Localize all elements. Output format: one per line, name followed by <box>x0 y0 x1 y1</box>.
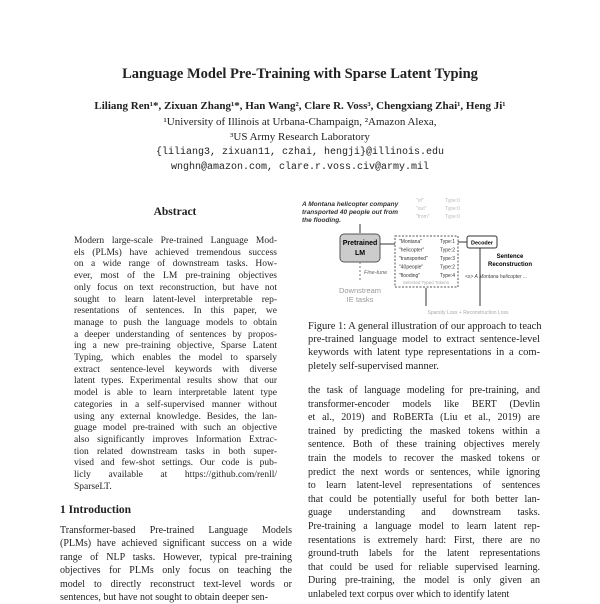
text-line: sentence. Both of these training objectives merely <box>308 439 540 451</box>
text-line: objectives for PLMs only focus on teaching the <box>60 565 292 577</box>
token-label: "of" <box>416 198 424 204</box>
token-label: Type:0 <box>444 198 460 204</box>
text-line: extract sentence-level keywords with diverse <box>74 364 277 375</box>
token-label: "helicopter" <box>399 247 425 254</box>
text-line: keywords with latent type representations in a com- <box>308 347 540 359</box>
figure-1 <box>300 196 540 318</box>
text-line: guage understanding and downstream tasks. <box>308 507 540 519</box>
text-line: Pre-training a language model to learn latent rep- <box>308 520 540 532</box>
text-line: et al., 2019) and RoBERTa (Liu et al., 2019) are <box>308 412 540 424</box>
text-line: SparseLT. <box>74 481 112 492</box>
text-line: pre-trained language model to extract sentence-level <box>308 334 540 346</box>
text-line: Figure 1: A general illustration of our approach to teach <box>308 321 542 332</box>
token-label: "transported" <box>399 256 428 262</box>
text-line: that could be potentially useful for both better lan- <box>308 493 540 505</box>
text-line: range of NLP tasks. However, typical pre-training <box>60 551 292 563</box>
recon-label: Sentence <box>496 254 524 260</box>
text-line: Typing, which enables the model to sparsely <box>74 353 277 364</box>
token-label: "out" <box>416 206 427 212</box>
body-text <box>308 384 540 602</box>
token-label: Type:2 <box>439 247 455 254</box>
text-line: transformer-encoder models like BERT (Devlin <box>308 398 540 410</box>
text-line: During pre-training, the model is only given an <box>308 575 540 587</box>
text-line: tion related downstream tasks in both super- <box>74 446 277 457</box>
text-line: els (PLMs) have achieved tremendous success <box>74 247 277 258</box>
text-line: resentations of sentences. In this paper, we <box>74 306 277 317</box>
email: {liliang3, zixuan11, czhai, hengji}@illinois.edu <box>155 147 445 158</box>
token-label: "flooding" <box>399 273 421 279</box>
affiliation: ¹University of Illinois at Urbana-Champaign, ²Amazon Alexa, <box>163 116 437 128</box>
figure-input-text: A Montana helicopter company <box>302 201 399 208</box>
text-line: that could be used for reliable supervised learning. <box>308 561 540 573</box>
token-label: Type:4 <box>439 273 455 279</box>
loss-label: Sparsity Loss + Reconstruction Loss <box>427 310 509 316</box>
text-line: model to directly reconstruct text-level words or <box>60 578 292 590</box>
token-label: "40people" <box>399 264 424 271</box>
text-line: Modern large-scale Pre-trained Language Mod- <box>74 236 277 246</box>
text-line: on a wide range of downstream tasks. How- <box>74 259 277 270</box>
abstract-text <box>74 236 277 493</box>
text-line: model is able to learn interpretable latent type <box>74 388 277 399</box>
figure-caption <box>308 320 540 373</box>
figure-input-text: the flooding. <box>302 217 341 224</box>
text-line: ing a new pre-training objective, Sparse Latent <box>74 341 277 352</box>
intro-text <box>60 524 292 604</box>
token-label: "from" <box>416 214 430 220</box>
text-line: vised and few-shot settings. Our code is pub- <box>74 458 277 469</box>
text-line: train the models to recover the masked tokens or <box>308 452 540 464</box>
text-line: trained by predicting the masked tokens within a <box>308 425 540 437</box>
text-line: resentations is extremely hard: First, there are no <box>308 534 540 546</box>
text-line: Transformer-based Pre-trained Language Models <box>60 525 292 536</box>
plm-box <box>340 234 380 262</box>
recon-label: Reconstruction <box>487 262 533 268</box>
plm-label: Pretrained <box>342 240 378 247</box>
text-line: sentences, but have not sought to obtain deeper sen- <box>60 592 268 604</box>
downstream-label: Downstream <box>338 286 382 295</box>
text-line: pletely self-supervised manner. <box>308 360 439 372</box>
text-line: manage to push the language models to obtain <box>74 317 277 328</box>
figure-input-text: transported 40 people out from <box>302 209 399 216</box>
token-label: Type:3 <box>439 256 455 262</box>
text-line: to learn latent-level representations of sentences <box>308 480 540 492</box>
text-line: using any external knowledge. Besides, the lan- <box>74 411 277 422</box>
text-line: sought to learn latent-level interpretable rep- <box>74 294 277 305</box>
plm-label: LM <box>354 250 366 257</box>
text-line: (PLMs) have achieved significant success on a wide <box>60 538 292 550</box>
affiliation: ³US Army Research Laboratory <box>230 131 370 143</box>
text-line: guage model pre-trained with such an objective <box>74 423 277 434</box>
recon-text: <s> A Montana helicopter ... <box>465 274 528 280</box>
downstream-label: IE tasks <box>346 295 374 304</box>
selected-label: Selected Typed Tokens <box>402 280 450 285</box>
text-line: ground-truth labels for the latent representations <box>308 548 540 560</box>
text-line: a deeper understanding of sentences by propos- <box>74 329 277 340</box>
text-line: the task of language modeling for pre-training, and <box>308 385 540 396</box>
abstract-heading: Abstract <box>153 206 197 218</box>
text-line: ever, most of the LM pre-training objectives <box>74 271 277 282</box>
email: wnghn@amazon.com, clare.r.voss.civ@army.mil <box>170 162 430 173</box>
token-label: Type:2 <box>439 264 455 271</box>
text-line: unlabeled text corpus over which to identify latent <box>308 588 510 600</box>
token-label: Type:0 <box>444 214 460 220</box>
text-line: predict the next words or sentences, while ignoring <box>308 466 540 478</box>
text-line: only focus on text reconstruction, but have not <box>74 282 277 293</box>
finetune-label: Fine-tune <box>364 270 388 276</box>
paper-title: Language Model Pre-Training with Sparse Latent Typing <box>122 66 478 82</box>
text-line: categories in a self-supervised manner without <box>74 399 277 410</box>
token-label: Type:1 <box>439 239 455 245</box>
text-line: also significantly improves Information Extrac- <box>74 434 277 445</box>
author-list: Liliang Ren¹*, Zixuan Zhang¹*, Han Wang², Clare R. Voss³, Chengxiang Zhai¹, Heng Ji¹ <box>94 100 506 112</box>
text-line: latent types. Experimental results show that our <box>74 376 277 387</box>
text-line: licly available at https://github.com/renll/ <box>74 470 277 481</box>
token-label: "Montana" <box>399 239 423 245</box>
decoder-label: Decoder <box>470 240 494 247</box>
token-label: Type:0 <box>444 206 460 212</box>
section-heading: 1 Introduction <box>60 504 132 516</box>
